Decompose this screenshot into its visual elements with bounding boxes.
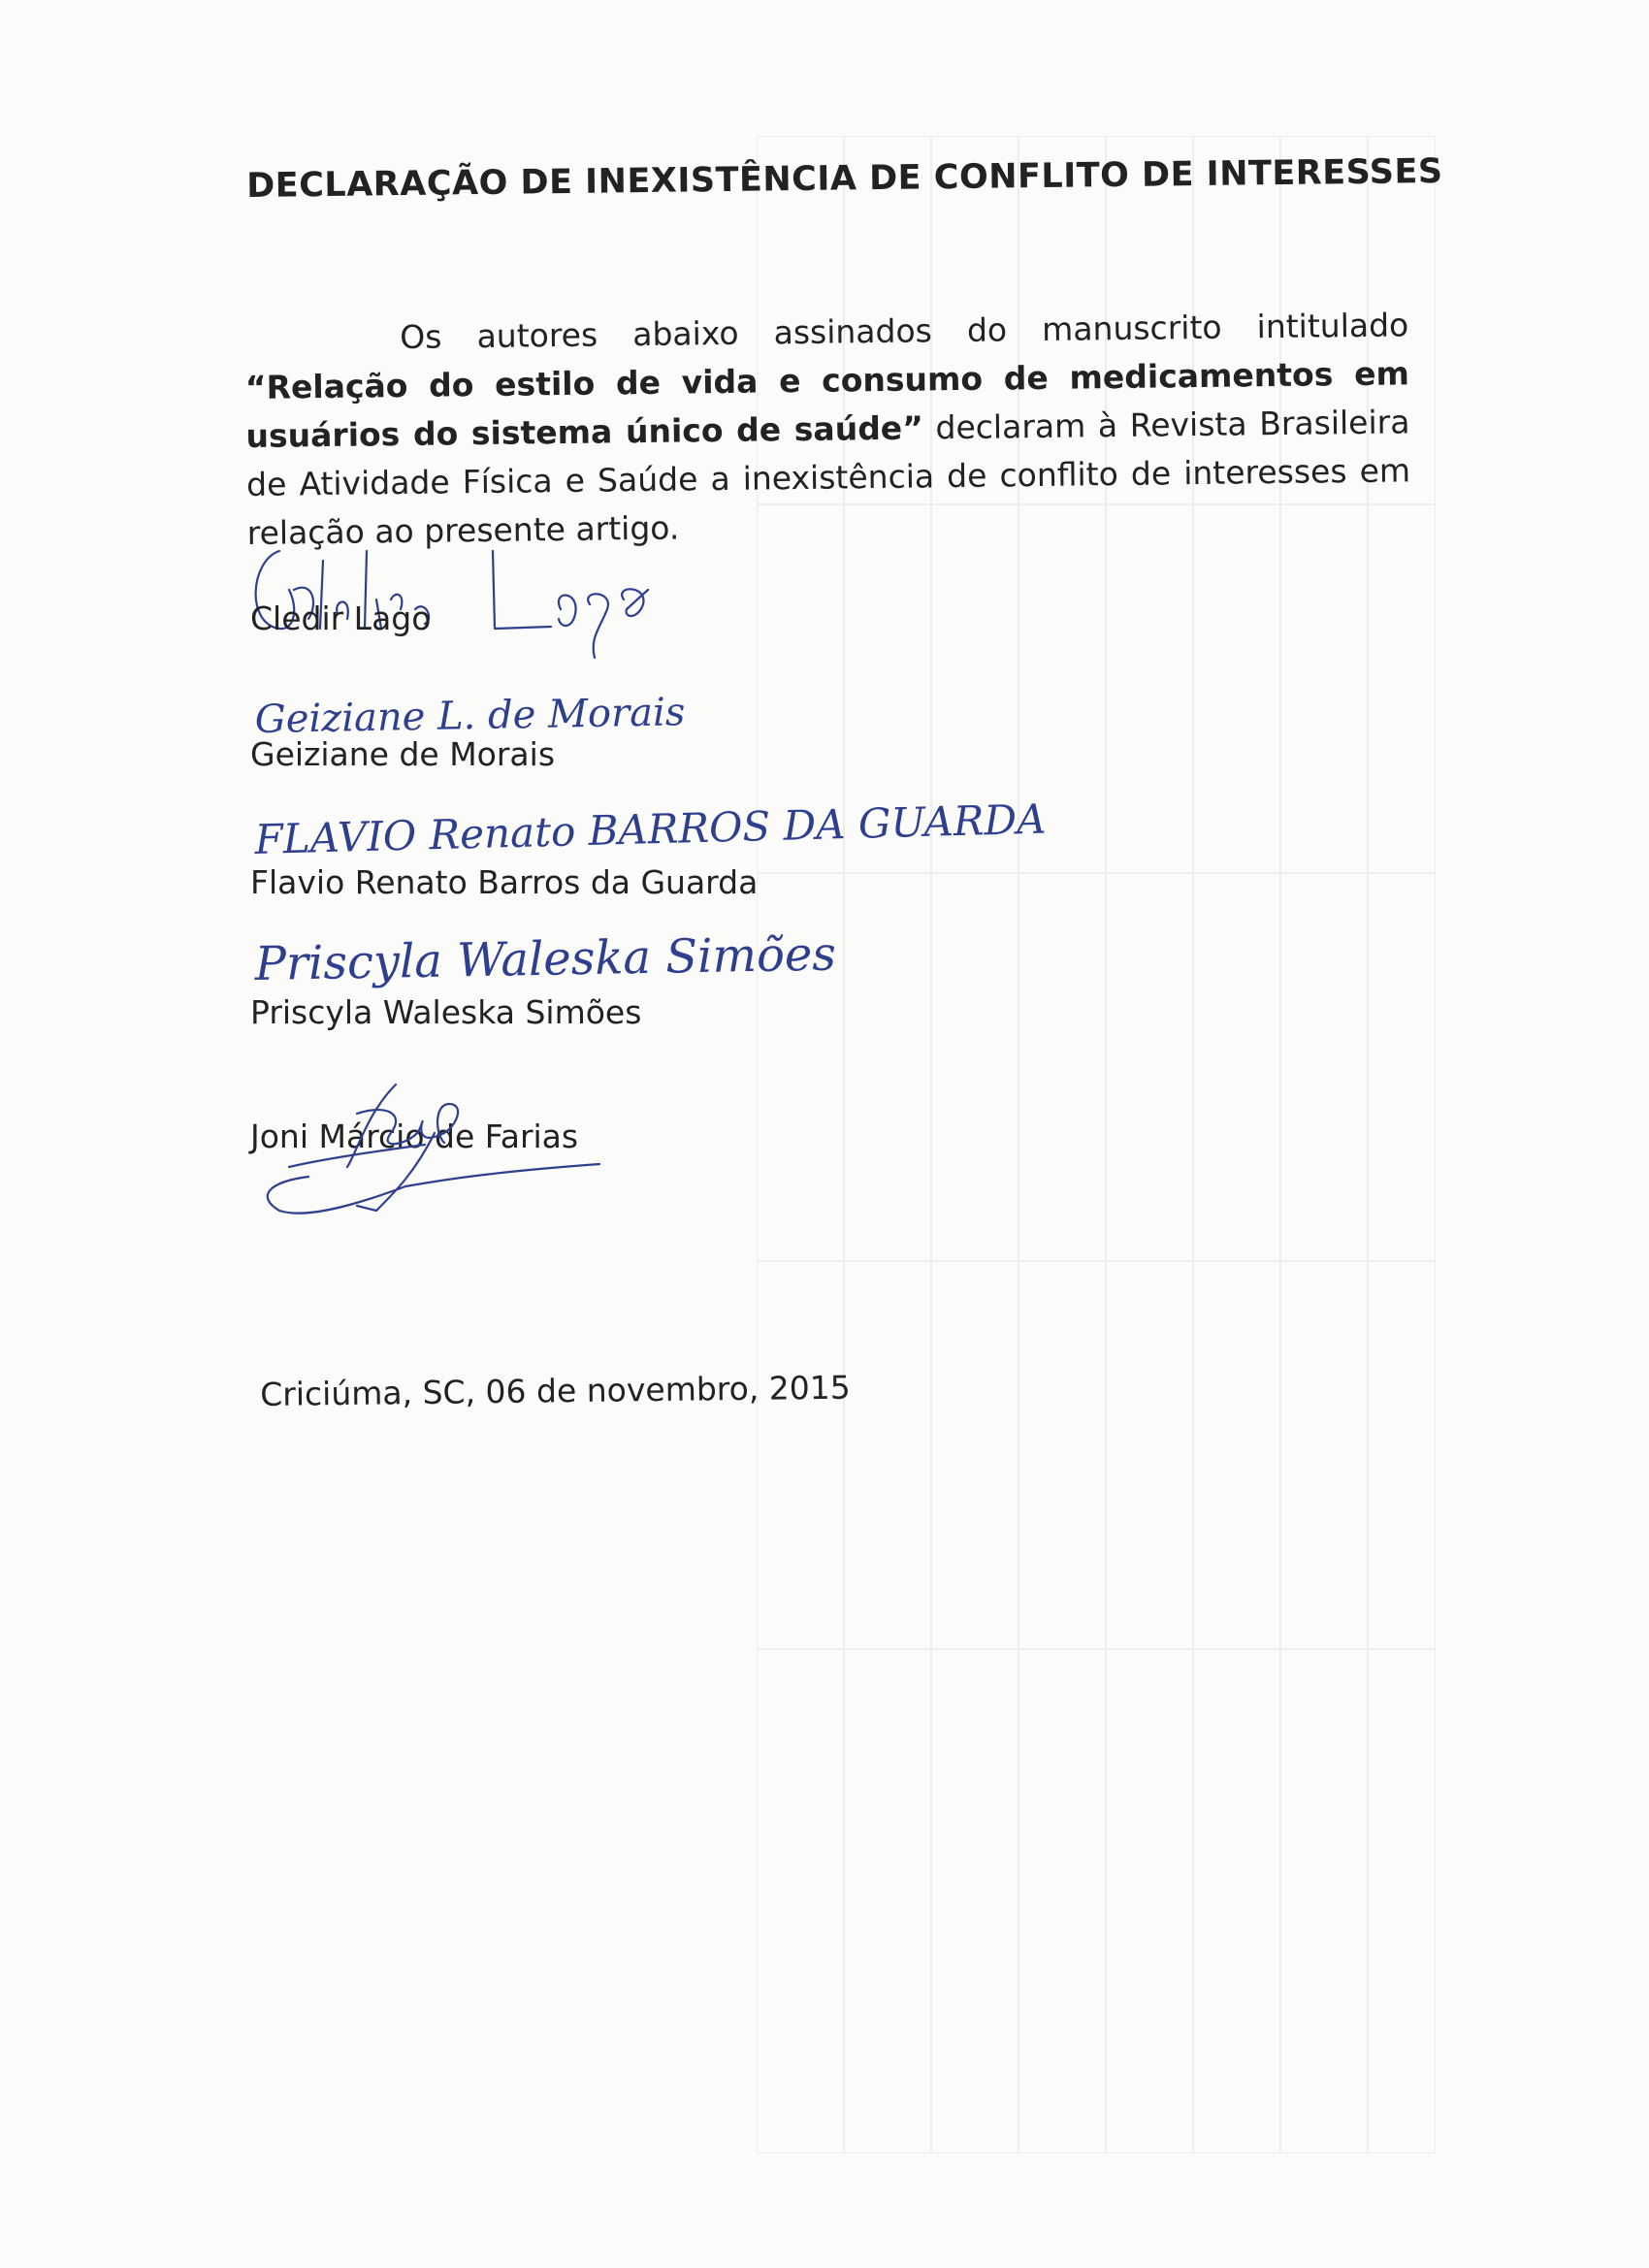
signatory-name: Cledir Lago [250,599,432,637]
declaration-paragraph [244,301,1411,558]
signature-joni-marcio-de-farias [250,1075,619,1230]
signature-cledir-lago [241,532,667,658]
svg-text:Priscyla Waleska Simões: Priscyla Waleska Simões [254,926,837,991]
svg-text:Geiziane L. de Morais: Geiziane L. de Morais [254,690,686,742]
signatory-name: Priscyla Waleska Simões [250,993,642,1031]
intro-text: Os autores abaixo assinados do manuscrito intitulado [400,306,1409,357]
declaration-text: declaram à Revista Brasileira de Atividade Física e Saúde a inexistência de conflito de interesses em relação ao presente artigo. [245,403,1411,552]
document-title: DECLARAÇÃO DE INEXISTÊNCIA DE CONFLITO DE INTERESSES [246,151,1443,206]
place-date: Criciúma, SC, 06 de novembro, 2015 [260,1368,852,1413]
signatory-name: Joni Márcio de Farias [250,1118,579,1155]
signatory-name: Flavio Renato Barros da Guarda [250,863,759,901]
signature-priscyla-waleska-simoes [241,926,939,1002]
svg-text:FLAVIO Renato BARROS DA GUARDA: FLAVIO Renato BARROS DA GUARDA [253,794,1048,863]
signatory-name: Geiziane de Morais [250,735,556,773]
manuscript-title: “Relação do estilo de vida e consumo de medicamentos em usuários do sistema único de saúde” [244,354,1410,455]
